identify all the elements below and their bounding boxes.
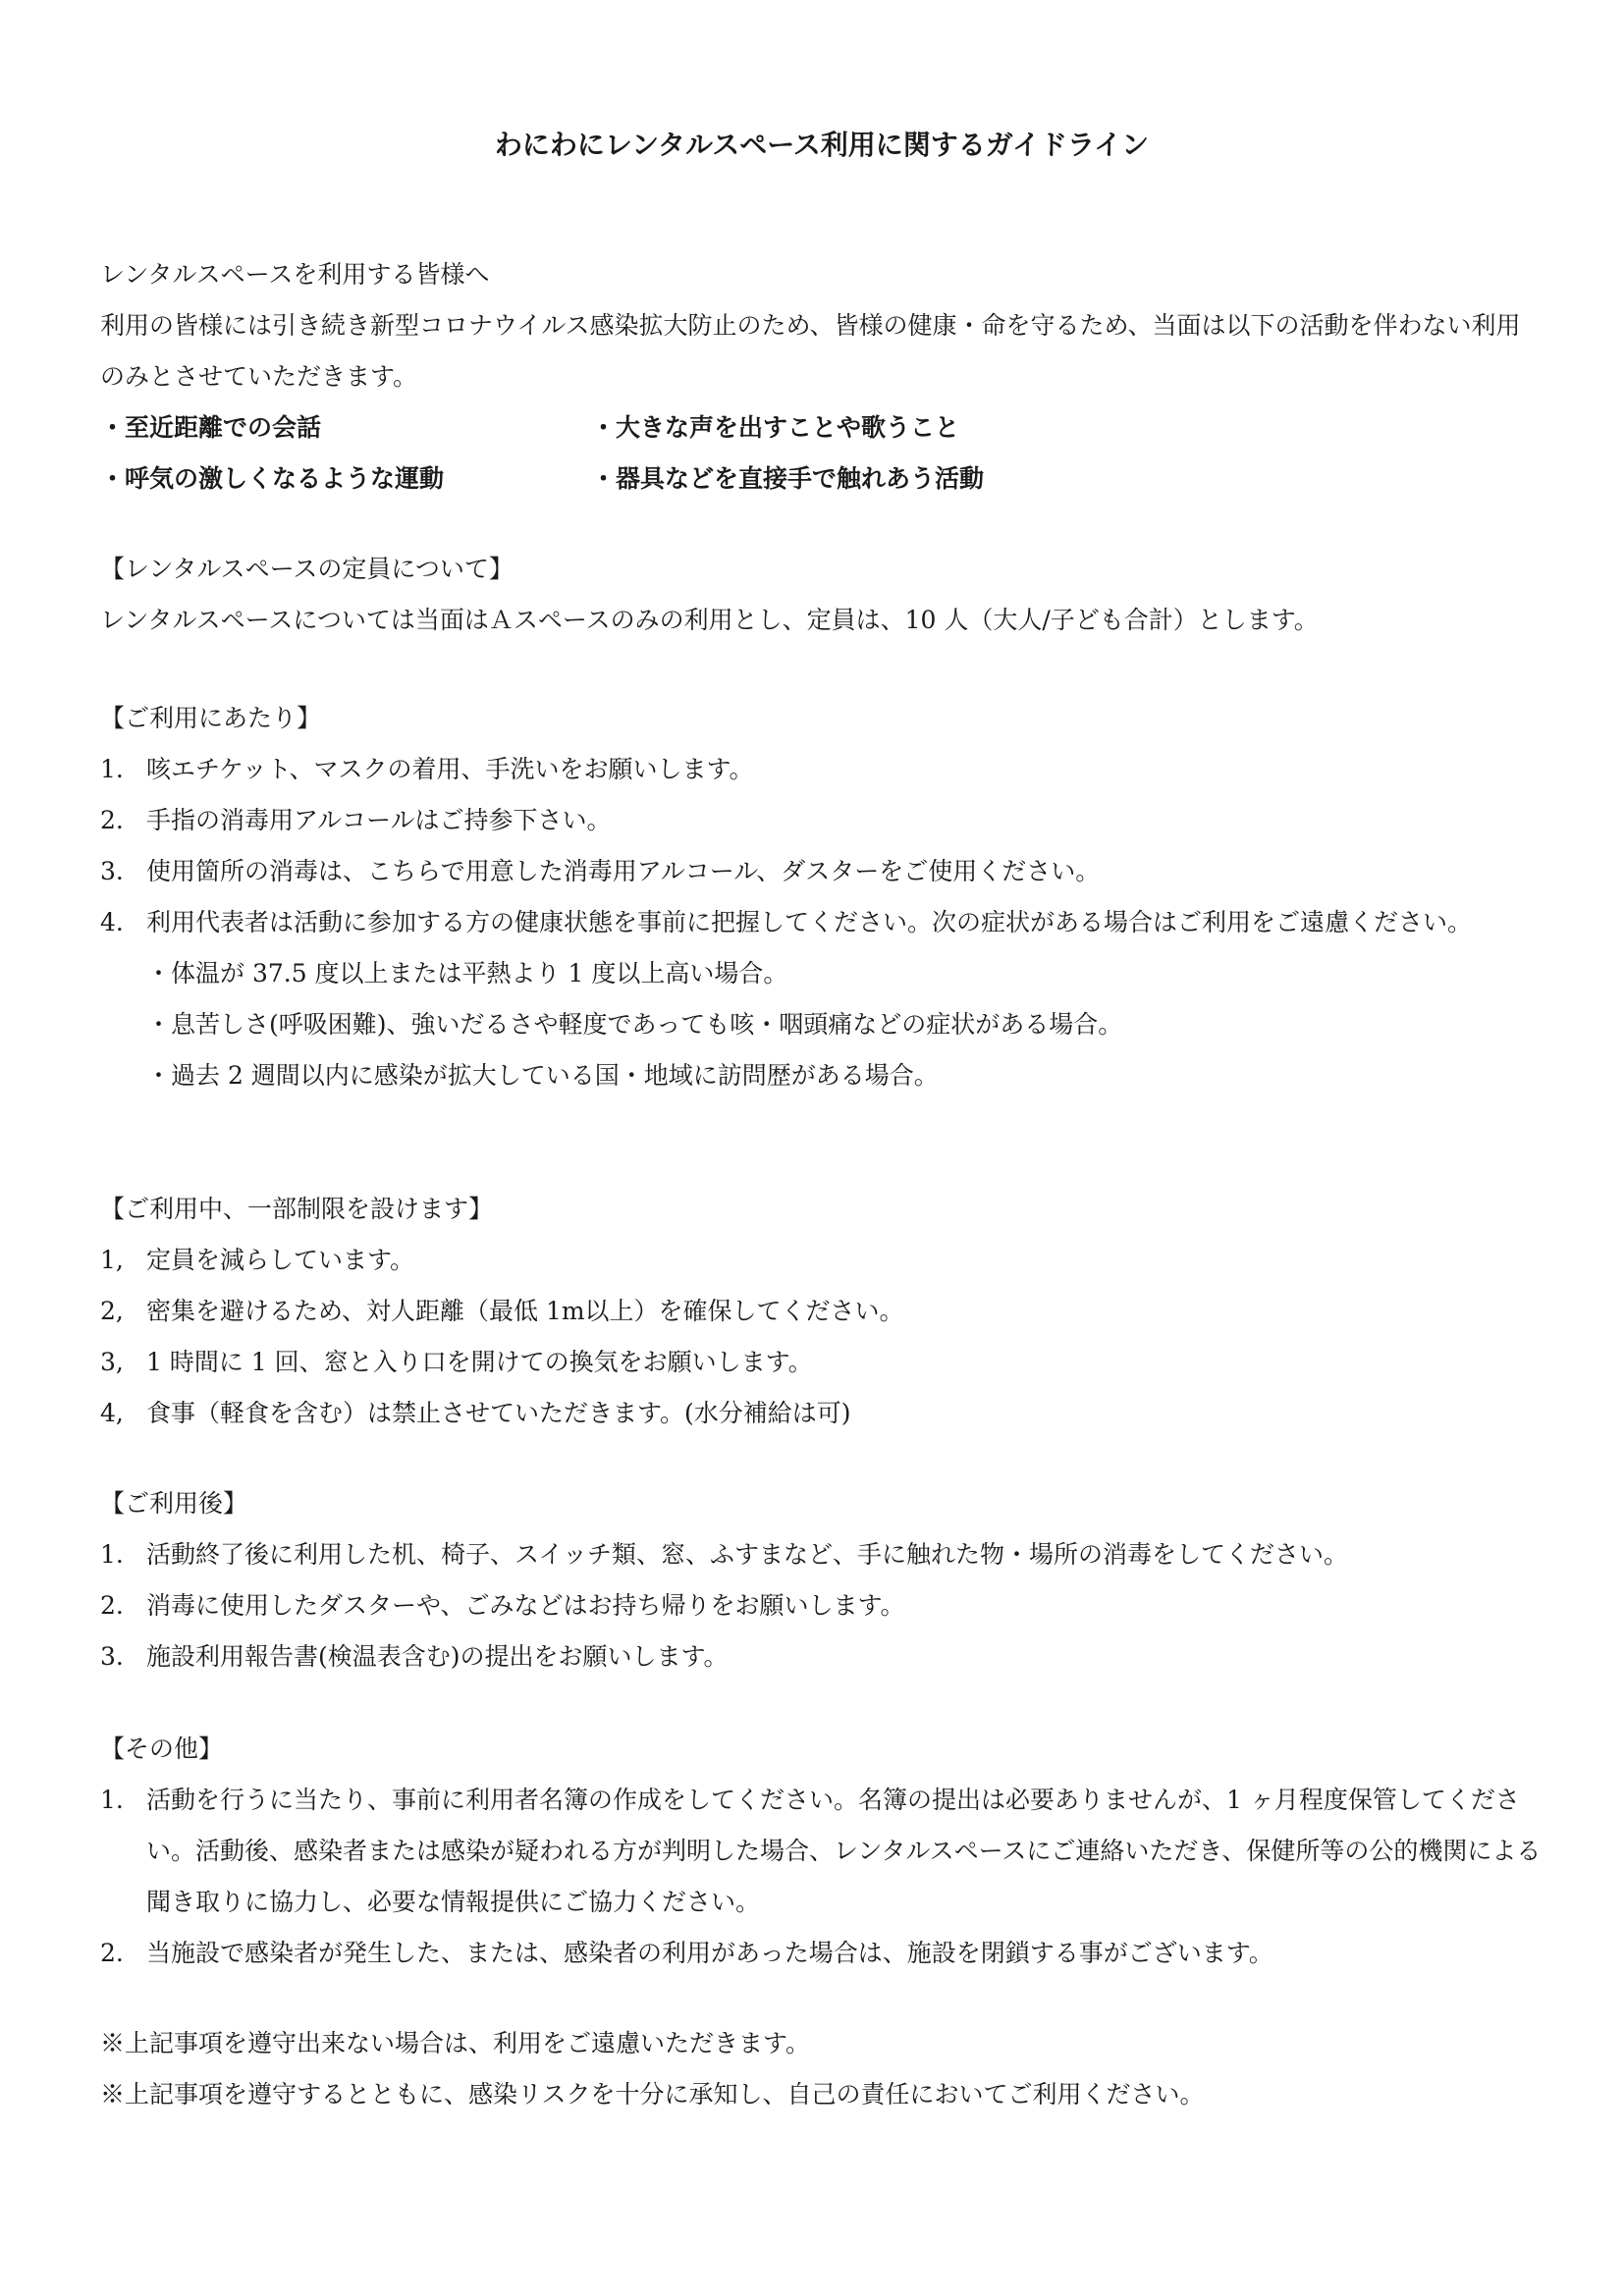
list-item: [100, 1631, 1543, 1682]
item-number: 2,: [100, 1297, 124, 1325]
after-section: [100, 1478, 1543, 1682]
item-number: 2.: [100, 1939, 124, 1967]
item-text: 定員を減らしています。: [146, 1246, 415, 1274]
item-text: 手指の消毒用アルコールはご持参下さい。: [146, 806, 612, 834]
item-number: 1.: [100, 1540, 124, 1569]
note-text: ※上記事項を遵守するとともに、感染リスクを十分に承知し、自己の責任においてご利用ください。: [100, 2080, 1205, 2109]
list-item: [100, 744, 1543, 795]
item-text: 施設利用報告書(検温表含む)の提出をお願いします。: [146, 1642, 729, 1671]
note-text: ※上記事項を遵守出来ない場合は、利用をご遠慮いただきます。: [100, 2029, 811, 2057]
restriction-item: ・大きな声を出すことや歌うこと: [591, 413, 960, 442]
list-item: [100, 1286, 1543, 1337]
restriction-item: ・器具などを直接手で触れあう活動: [591, 464, 985, 493]
list-item: [100, 1388, 1543, 1439]
list-item: [100, 1928, 1543, 1979]
item-number: 4.: [100, 908, 124, 936]
item-text: 活動終了後に利用した机、椅子、スイッチ類、窓、ふすまなど、手に触れた物・場所の消毒をしてください。: [146, 1540, 1349, 1569]
item-number: 1.: [100, 755, 124, 783]
list-item: [100, 846, 1543, 897]
capacity-section: [100, 544, 1543, 646]
item-text: 密集を避けるため、対人距離（最低 1m以上）を確保してください。: [146, 1297, 904, 1325]
item-text: 利用代表者は活動に参加する方の健康状態を事前に把握してください。次の症状がある場合はご利用をご遠慮ください。: [146, 908, 1473, 936]
section-heading: 【ご利用中、一部制限を設けます】: [100, 1195, 494, 1223]
symptom-item: ・体温が 37.5 度以上または平熱より 1 度以上高い場合。: [146, 959, 788, 988]
item-number: 3,: [100, 1348, 124, 1376]
intro-body: 利用の皆様には引き続き新型コロナウイルス感染拡大防止のため、皆様の健康・命を守るため、当面は以下の活動を伴わない利用のみとさせていただきます。: [100, 311, 1521, 391]
list-item: [100, 1580, 1543, 1631]
usage-section: [100, 693, 1543, 1101]
item-number: 2.: [100, 806, 124, 834]
symptom-item: ・息苦しさ(呼吸困難)、強いだるさや軽度であっても咳・咽頭痛などの症状がある場合。: [146, 1010, 1123, 1039]
item-text: 当施設で感染者が発生した、または、感染者の利用があった場合は、施設を閉鎖する事がございます。: [146, 1939, 1273, 1967]
intro-section: [100, 249, 1543, 505]
list-item: [100, 897, 1543, 948]
document-title: わにわにレンタルスペース利用に関するガイドライン: [494, 129, 1150, 161]
item-text: 使用箇所の消毒は、こちらで用意した消毒用アルコール、ダスターをご使用ください。: [146, 857, 1101, 885]
symptom-item: ・過去 2 週間以内に感染が拡大している国・地域に訪問歴がある場合。: [146, 1061, 939, 1090]
section-heading: 【ご利用にあたり】: [100, 704, 322, 732]
item-number: 3.: [100, 857, 124, 885]
item-text: 咳エチケット、マスクの着用、手洗いをお願いします。: [146, 755, 754, 783]
restriction-item: ・呼気の激しくなるような運動: [100, 464, 445, 493]
other-section: [100, 1724, 1543, 1979]
capacity-text: レンタルスペースについては当面はＡスペースのみの利用とし、定員は、10 人（大人/子ども合計）とします。: [100, 606, 1319, 634]
item-text: 1 時間に 1 回、窓と入り口を開けての換気をお願いします。: [146, 1348, 813, 1376]
intro-greeting: レンタルスペースを利用する皆様へ: [100, 260, 490, 289]
during-section: [100, 1184, 1543, 1439]
section-heading: 【その他】: [100, 1735, 224, 1763]
list-item: [100, 1775, 1543, 1928]
item-text: 消毒に使用したダスターや、ごみなどはお持ち帰りをお願いします。: [146, 1591, 905, 1620]
item-text: 活動を行うに当たり、事前に利用者名簿の作成をしてください。名簿の提出は必要ありませんが、1 ヶ月程度保管してください。活動後、感染者または感染が疑われる方が判明した場合、レンタルスペースにご連絡いただき、保健所等の公的機関による聞き取りに協力し、必要な情報提供にご協力ください。: [146, 1786, 1542, 1916]
item-number: 2.: [100, 1591, 124, 1620]
list-item: [100, 1337, 1543, 1388]
section-heading: 【レンタルスペースの定員について】: [100, 555, 514, 583]
restriction-list: [100, 402, 1543, 505]
section-heading: 【ご利用後】: [100, 1489, 248, 1518]
item-number: 3.: [100, 1642, 124, 1671]
list-item: [100, 1529, 1543, 1580]
item-text: 食事（軽食を含む）は禁止させていただきます。(水分補給は可): [146, 1399, 851, 1427]
item-number: 1,: [100, 1246, 124, 1274]
list-item: [100, 795, 1543, 846]
item-number: 1.: [100, 1786, 124, 1814]
notes-section: [100, 2018, 1543, 2120]
restriction-item: ・至近距離での会話: [100, 413, 322, 442]
item-number: 4,: [100, 1399, 124, 1427]
list-item: [100, 1235, 1543, 1286]
